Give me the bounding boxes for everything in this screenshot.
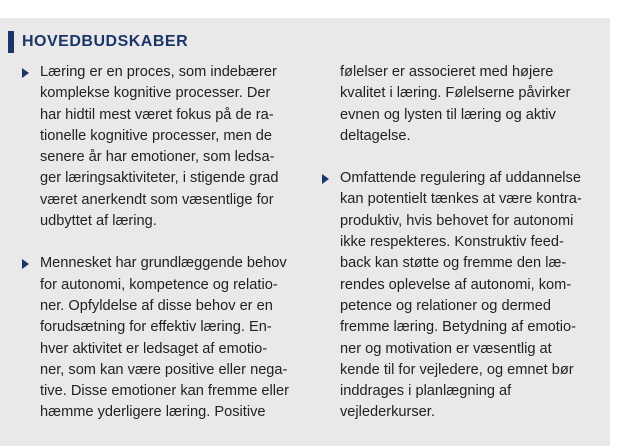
heading-accent-bar (8, 31, 14, 53)
text-line: tionelle kognitive processer, men de (40, 127, 273, 144)
text-line: back kan støtte og fremme den læ- (340, 255, 567, 272)
text-line: petence og relationer og dermed (340, 297, 551, 314)
key-messages-box (0, 18, 610, 446)
text-line: fremme læring. Betydning af emotio- (340, 319, 577, 336)
text-line: senere år har emotioner, som ledsa- (40, 149, 275, 166)
text-line: kvalitet i læring. Følelserne påvirker (340, 85, 571, 102)
triangle-bullet-icon (22, 259, 29, 269)
text-line: inddrages i planlægning af (340, 383, 512, 400)
text-line: ner. Opfyldelse af disse behov er en (40, 297, 273, 314)
text-line: evnen og lysten til læring og aktiv (340, 106, 556, 123)
box-heading: HOVEDBUDSKABER (22, 33, 189, 50)
text-line: forudsætning for effektiv læring. En- (40, 319, 272, 336)
text-line: ner og motivation er væsentlig at (340, 340, 552, 357)
text-line: rendes oplevelse af autonomi, kom- (340, 276, 572, 293)
bullet-item (22, 62, 312, 232)
bullet-item (322, 168, 607, 424)
text-line: ger læringsaktiviteter, i stigende grad (40, 170, 279, 187)
text-line: har hidtil mest været fokus på de ra- (40, 106, 274, 123)
text-line: hæmme yderligere læring. Positive (40, 404, 266, 421)
left-column (22, 62, 312, 445)
text-line: for autonomi, kompetence og relatio- (40, 276, 278, 293)
text-line: Mennesket har grundlæggende behov (40, 255, 287, 272)
text-line: Læring er en proces, som indebærer (40, 64, 277, 80)
text-line: produktiv, hvis behovet for autonomi (340, 212, 574, 229)
text-line: været anerkendt som væsentlige for (40, 191, 274, 208)
text-line: vejlederkurser. (340, 404, 435, 421)
triangle-bullet-icon (322, 174, 329, 184)
text-line: deltagelse. (340, 127, 411, 144)
right-column (322, 62, 607, 445)
text-line: tive. Disse emotioner kan fremme eller (40, 383, 289, 400)
text-line: Omfattende regulering af uddannelse (340, 170, 581, 187)
bullet-continuation (322, 62, 607, 147)
text-line: kan potentielt tænkes at være kontra- (340, 191, 582, 208)
text-line: udbyttet af læring. (40, 213, 157, 230)
text-line: kende til for vejledere, og emnet bør (340, 361, 574, 378)
text-line: ikke respekteres. Konstruktiv feed- (340, 234, 564, 251)
triangle-bullet-icon (22, 68, 29, 78)
text-line: følelser er associeret med højere (340, 64, 554, 80)
text-line: hver aktivitet er ledsaget af emotio- (40, 340, 268, 357)
bullet-item (22, 253, 312, 423)
text-line: ner, som kan være positive eller nega- (40, 361, 288, 378)
text-line: komplekse kognitive processer. Der (40, 85, 271, 102)
